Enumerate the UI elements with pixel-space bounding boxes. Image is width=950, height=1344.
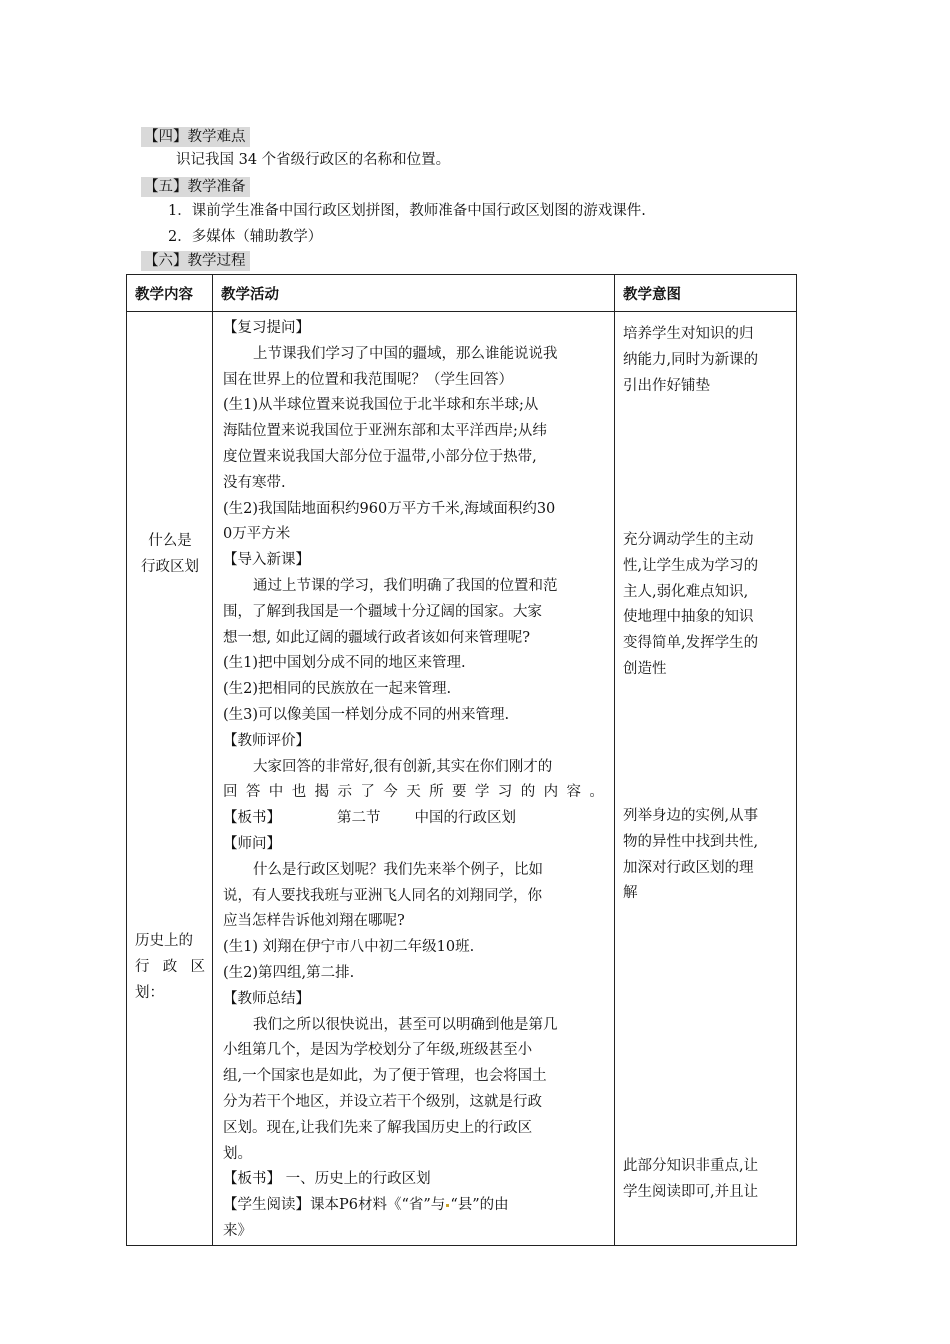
activity-line: (生2)把相同的民族放在一起来管理. bbox=[223, 681, 452, 698]
intent-cell bbox=[615, 312, 797, 1246]
activity-line: 回答中也揭示了今天所要学习的内容。 bbox=[223, 784, 613, 801]
highlight-dot bbox=[446, 1204, 449, 1207]
activity-line: 应当怎样告诉他刘翔在哪呢? bbox=[223, 913, 405, 930]
header-content: 教学内容 bbox=[127, 275, 213, 312]
activity-line: (生2)我国陆地面积约960万平方千米,海域面积约30 bbox=[223, 500, 556, 517]
activity-line: 分为若干个地区，并设立若干个级别，这就是行政 bbox=[223, 1093, 542, 1110]
intent-block-2: 充分调动学生的主动 性,让学生成为学习的 主人,弱化难点知识, 使地理中抽象的知识 变得简单,发挥学生的 创造性 bbox=[623, 532, 759, 677]
activity-line: 【教师总结】 bbox=[223, 990, 310, 1007]
topic-justified-line: 行 政 区 bbox=[135, 959, 205, 975]
header-intent: 教学意图 bbox=[615, 275, 797, 312]
activity-line: (生3)可以像美国一样划分成不同的州来管理. bbox=[223, 706, 510, 723]
lesson-plan-table bbox=[126, 274, 797, 1246]
section-heading-difficulty: 【四】教学难点 bbox=[141, 127, 250, 147]
activity-line: (生2)第四组,第二排. bbox=[223, 964, 355, 981]
activity-line: 小组第几个，是因为学校划分了年级,班级甚至小 bbox=[223, 1042, 533, 1059]
activity-line: 大家回答的非常好,很有创新,其实在你们刚才的 bbox=[253, 758, 553, 775]
content-cell bbox=[127, 312, 213, 1246]
intent-block-4: 此部分知识非重点,让 学生阅读即可,并且让 bbox=[623, 1158, 759, 1200]
activity-line: 【导入新课】 bbox=[223, 552, 310, 569]
activity-line: 什么是行政区划呢？我们先来举个例子，比如 bbox=[253, 861, 543, 878]
activity-line: (生1)把中国划分成不同的地区来管理. bbox=[223, 655, 466, 672]
header-activity: 教学活动 bbox=[213, 275, 615, 312]
preparation-item-2: 2．多媒体（辅助教学） bbox=[168, 229, 323, 245]
section-heading-process: 【六】教学过程 bbox=[141, 251, 250, 271]
activity-line: 区划。现在,让我们先来了解我国历史上的行政区 bbox=[223, 1119, 533, 1136]
intent-block-1: 培养学生对知识的归 纳能力,同时为新课的 引出作好铺垫 bbox=[623, 326, 759, 394]
topic-historical-division: 历史上的 行 政 区 划： bbox=[135, 933, 205, 1001]
activity-line: 说，有人要找我班与亚洲飞人同名的刘翔同学，你 bbox=[223, 887, 542, 904]
activity-line: 【教师评价】 bbox=[223, 732, 310, 749]
table-row bbox=[127, 312, 797, 1246]
table-header-row bbox=[127, 275, 797, 312]
activity-line: 上节课我们学习了中国的疆域，那么谁能说说我 bbox=[253, 345, 558, 362]
section-heading-preparation: 【五】教学准备 bbox=[141, 177, 250, 197]
activity-board-line: 【板书】 第二节 中国的行政区划 bbox=[223, 810, 516, 827]
preparation-item-1: 1．课前学生准备中国行政区划拼图，教师准备中国行政区划图的游戏课件. bbox=[168, 203, 646, 219]
activity-line: 来》 bbox=[223, 1222, 252, 1239]
activity-line: 围，了解到我国是一个疆域十分辽阔的国家。大家 bbox=[223, 603, 542, 620]
activity-line: 海陆位置来说我国位于亚洲东部和太平洋西岸;从纬 bbox=[223, 423, 547, 440]
difficulty-text: 识记我国 34 个省级行政区的名称和位置。 bbox=[176, 152, 451, 168]
activity-line: 【复习提问】 bbox=[223, 320, 310, 336]
activity-cell bbox=[213, 312, 615, 1246]
activity-line: 【师问】 bbox=[223, 835, 281, 852]
activity-line: (生1)从半球位置来说我国位于北半球和东半球;从 bbox=[223, 397, 539, 414]
activity-reading-line: 【学生阅读】课本P6材料《“省”与 “县”的由 bbox=[223, 1197, 509, 1214]
activity-line: 国在世界上的位置和我范围呢？（学生回答） bbox=[223, 371, 513, 388]
topic-what-is-division: 什么是 行政区划 bbox=[141, 533, 199, 575]
activity-line: 我们之所以很快说出，甚至可以明确到他是第几 bbox=[253, 1016, 558, 1033]
activity-line: 通过上节课的学习，我们明确了我国的位置和范 bbox=[253, 577, 558, 594]
activity-line: 没有寒带. bbox=[223, 474, 286, 491]
intent-block-3: 列举身边的实例,从事 物的异性中找到共性, 加深对行政区划的理 解 bbox=[623, 808, 759, 902]
activity-line: 组,一个国家也是如此，为了便于管理，也会将国土 bbox=[223, 1068, 547, 1085]
activity-line: 0万平方米 bbox=[223, 526, 291, 543]
activity-line: 度位置来说我国大部分位于温带,小部分位于热带, bbox=[223, 448, 537, 465]
activity-line: 【板书】 一、历史上的行政区划 bbox=[223, 1171, 431, 1188]
activity-line: (生1) 刘翔在伊宁市八中初二年级10班. bbox=[223, 939, 475, 956]
activity-line: 划。 bbox=[223, 1145, 252, 1162]
activity-line: 想一想, 如此辽阔的疆域行政者该如何来管理呢? bbox=[223, 629, 530, 646]
